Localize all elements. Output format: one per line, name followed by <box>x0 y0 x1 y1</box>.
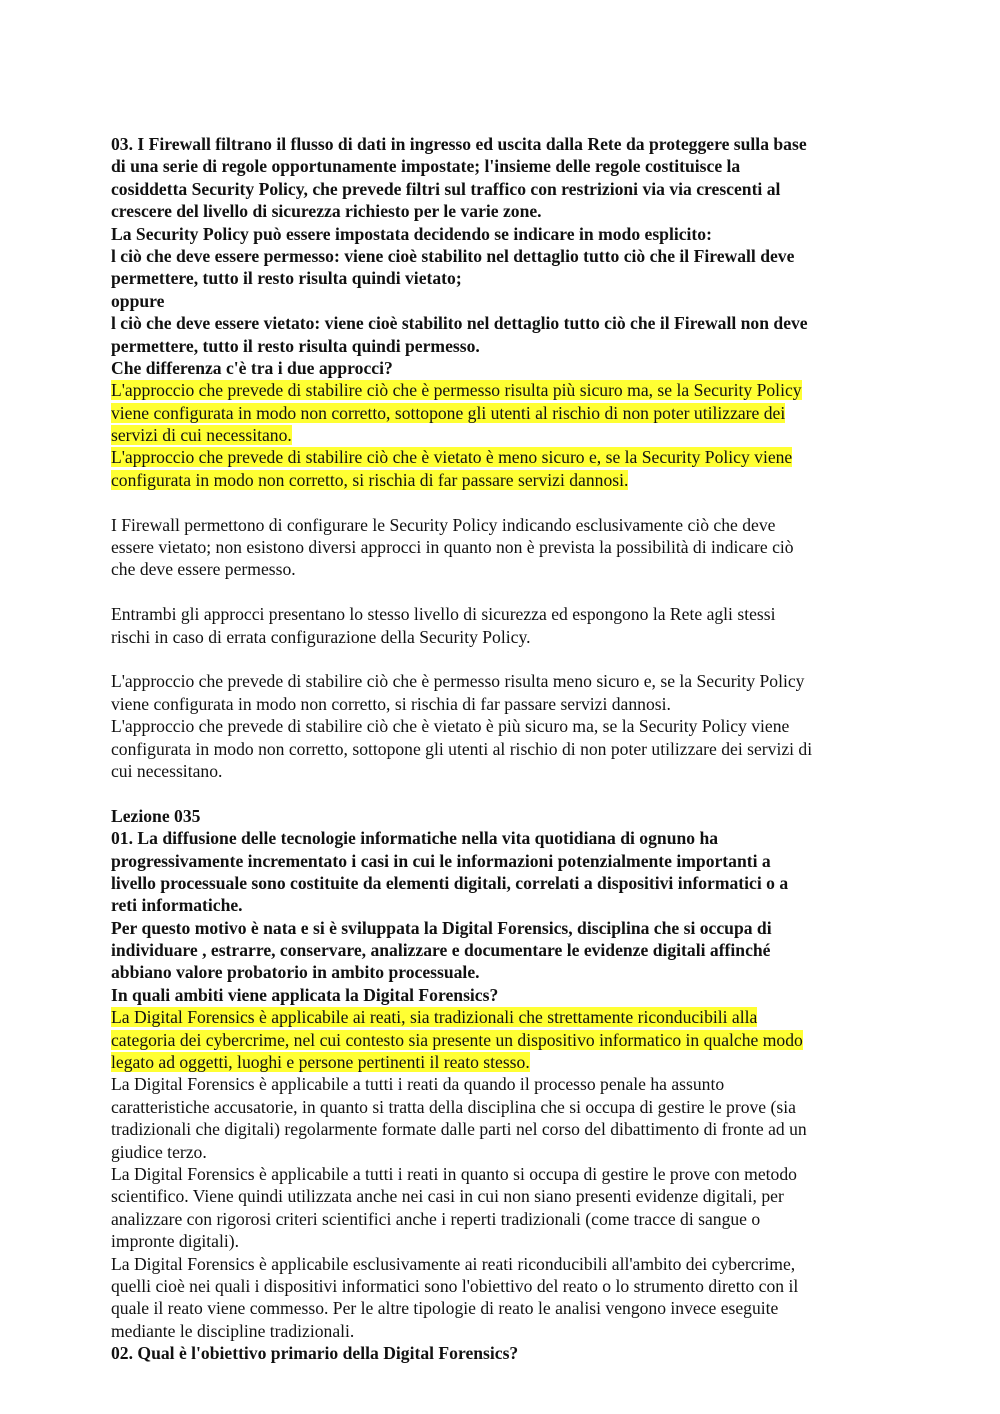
question-03 <box>111 133 886 379</box>
answer-line: La Digital Forensics è applicabile a tutti i reati da quando il processo penale ha assunto <box>111 1074 725 1095</box>
answer-line: I Firewall permettono di configurare le Security Policy indicando esclusivamente ciò che deve <box>111 514 776 535</box>
spacer <box>111 581 886 603</box>
answer-line: categoria dei cybercrime, nel cui contesto sia presente un dispositivo informatico in qualche modo <box>111 1029 803 1050</box>
question-text-line: crescere del livello di sicurezza richiesto per le varie zone. <box>111 201 542 222</box>
answer-line: La Digital Forensics è applicabile a tutti i reati in quanto si occupa di gestire le prove con metodo <box>111 1163 797 1184</box>
answer-line: essere vietato; non esistono diversi approcci in quanto non è prevista la possibilità di indicare ciò <box>111 537 794 558</box>
answer-correct-highlighted <box>111 379 886 491</box>
question-text-line: livello processuale sono costituite da elementi digitali, correlati a dispositivi informatici o a <box>111 872 789 893</box>
answer-line: caratteristiche accusatorie, in quanto si tratta della disciplina che si occupa di gestire le prove (sia <box>111 1096 796 1117</box>
answer-option <box>111 514 886 581</box>
answer-line: analizzare con rigorosi criteri scientifici anche i reperti tradizionali (come tracce di sangue o <box>111 1208 761 1229</box>
answer-line: L'approccio che prevede di stabilire ciò che è vietato è meno sicuro e, se la Security Policy viene <box>111 447 793 468</box>
question-01 <box>111 827 886 1006</box>
question-text-line: di una serie di regole opportunamente impostate; l'insieme delle regole costituisce la <box>111 156 741 177</box>
answer-line: cui necessitano. <box>111 760 223 781</box>
question-text-line: 02. Qual è l'obiettivo primario della Digital Forensics? <box>111 1343 519 1364</box>
question-text-line: permettere, tutto il resto risulta quindi vietato; <box>111 268 462 289</box>
answer-line: quale il reato viene commesso. Per le altre tipologie di reato le analisi vengono invece eseguite <box>111 1298 779 1319</box>
question-text-line: La Security Policy può essere impostata decidendo se indicare in modo esplicito: <box>111 223 712 244</box>
question-text-line: l ciò che deve essere vietato: viene cioè stabilito nel dettaglio tutto ciò che il Firewall non deve <box>111 313 808 334</box>
answer-line: L'approccio che prevede di stabilire ciò che è vietato è più sicuro ma, se la Security Policy viene <box>111 716 790 737</box>
answer-line: quelli cioè nei quali i dispositivi informatici sono l'obiettivo del reato o lo strumento diretto con il <box>111 1275 799 1296</box>
answer-correct-highlighted <box>111 1006 886 1073</box>
question-text-line: Che differenza c'è tra i due approcci? <box>111 357 393 378</box>
answer-line: configurata in modo non corretto, sottopone gli utenti al rischio di non poter utilizzare dei servizi di <box>111 738 813 759</box>
answer-option <box>111 1253 886 1343</box>
answer-line: rischi in caso di errata configurazione della Security Policy. <box>111 626 531 647</box>
answer-line: configurata in modo non corretto, si rischia di far passare servizi dannosi. <box>111 469 629 490</box>
answer-line: La Digital Forensics è applicabile esclusivamente ai reati riconducibili all'ambito dei cybercrime, <box>111 1253 796 1274</box>
answer-line: L'approccio che prevede di stabilire ciò che è permesso risulta meno sicuro e, se la Security Policy <box>111 671 805 692</box>
answer-line: viene configurata in modo non corretto, sottopone gli utenti al rischio di non poter utilizzare dei <box>111 402 786 423</box>
question-text-line: individuare , estrarre, conservare, analizzare e documentare le evidenze digitali affinché <box>111 940 771 961</box>
spacer <box>111 782 886 804</box>
question-text-line: 03. I Firewall filtrano il flusso di dati in ingresso ed uscita dalla Rete da proteggere sulla base <box>111 134 807 154</box>
answer-line: tradizionali che digitali) regolarmente formate dalle parti nel corso del dibattimento di fronte ad un <box>111 1119 807 1140</box>
spacer <box>111 491 886 513</box>
question-02 <box>111 1342 886 1364</box>
lesson-title: Lezione 035 <box>111 805 201 826</box>
question-text-line: abbiano valore probatorio in ambito processuale. <box>111 962 480 983</box>
question-text-line: progressivamente incrementato i casi in cui le informazioni potenzialmente importanti a <box>111 850 771 871</box>
answer-line: legato ad oggetti, luoghi e persone pertinenti il reato stesso. <box>111 1052 530 1073</box>
question-text-line: l ciò che deve essere permesso: viene cioè stabilito nel dettaglio tutto ciò che il Firewall deve <box>111 245 795 266</box>
answer-line: Entrambi gli approcci presentano lo stesso livello di sicurezza ed espongono la Rete agli stessi <box>111 604 776 625</box>
answer-line: La Digital Forensics è applicabile ai reati, sia tradizionali che strettamente riconducibili alla <box>111 1007 758 1028</box>
question-text-line: cosiddetta Security Policy, che prevede filtri sul traffico con restrizioni via via crescenti al <box>111 178 781 199</box>
question-text-line: reti informatiche. <box>111 895 243 916</box>
answer-option <box>111 670 886 782</box>
question-text-line: 01. La diffusione delle tecnologie informatiche nella vita quotidiana di ognuno ha <box>111 828 719 849</box>
answer-line: che deve essere permesso. <box>111 559 296 580</box>
question-text-line: oppure <box>111 290 165 311</box>
answer-option <box>111 1073 886 1163</box>
answer-line: scientifico. Viene quindi utilizzata anche nei casi in cui non siano presenti evidenze digitali, per <box>111 1186 784 1207</box>
answer-option <box>111 1163 886 1253</box>
answer-line: viene configurata in modo non corretto, si rischia di far passare servizi dannosi. <box>111 693 671 714</box>
answer-line: giudice terzo. <box>111 1141 207 1162</box>
question-text-line: permettere, tutto il resto risulta quindi permesso. <box>111 335 480 356</box>
answer-line: L'approccio che prevede di stabilire ciò che è permesso risulta più sicuro ma, se la Security Policy <box>111 380 802 401</box>
question-text-line: Per questo motivo è nata e si è sviluppata la Digital Forensics, disciplina che si occupa di <box>111 917 772 938</box>
answer-option <box>111 603 886 648</box>
question-text-line: In quali ambiti viene applicata la Digital Forensics? <box>111 984 499 1005</box>
answer-line: impronte digitali). <box>111 1231 240 1252</box>
answer-line: servizi di cui necessitano. <box>111 425 292 446</box>
answer-line: mediante le discipline tradizionali. <box>111 1320 355 1341</box>
document-page <box>111 133 886 1364</box>
spacer <box>111 648 886 670</box>
